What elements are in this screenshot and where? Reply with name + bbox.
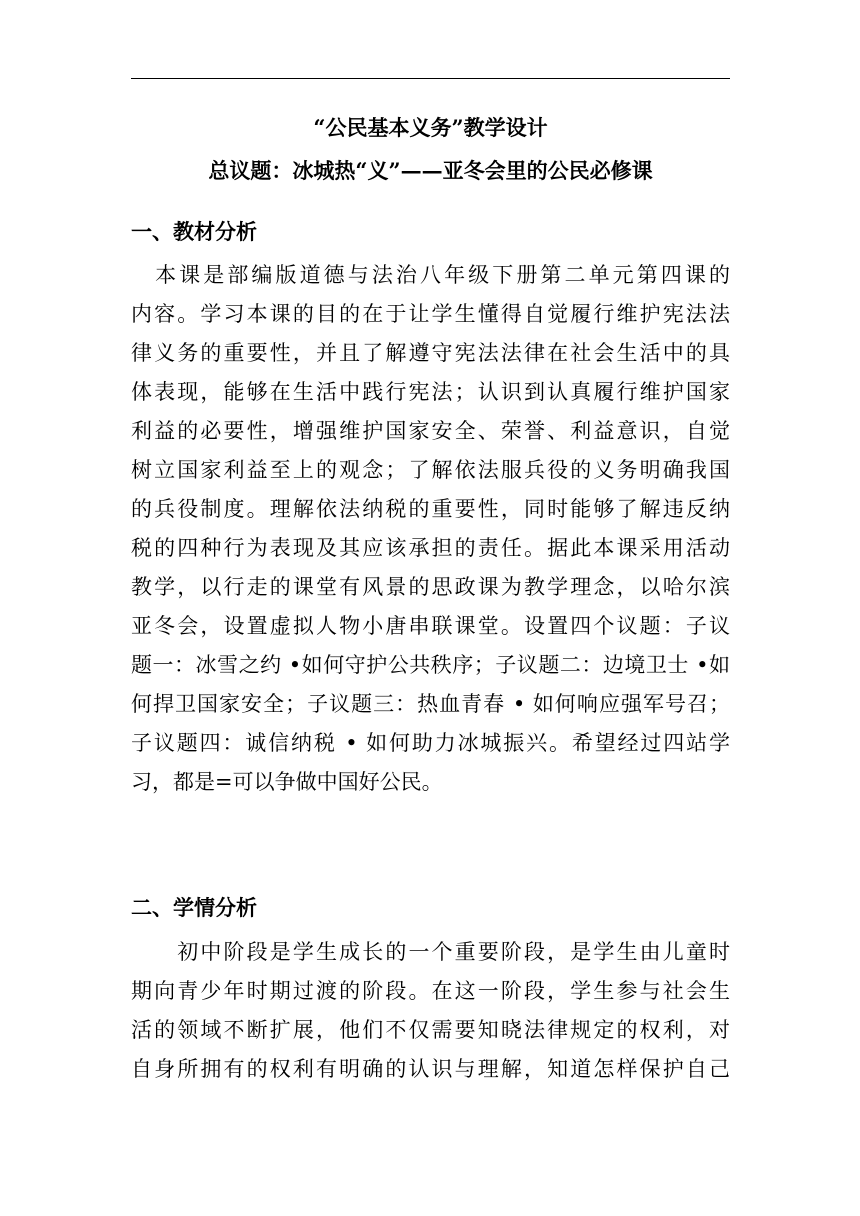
paragraph-line: 的兵役制度。理解依法纳税的重要性，同时能够了解违反纳: [131, 497, 730, 521]
section-heading-textbook-analysis: 一、教材分析: [131, 219, 257, 244]
paragraph-line: 初中阶段是学生成长的一个重要阶段，是学生由儿童时: [131, 940, 730, 964]
paragraph-line: 期向青少年时期过渡的阶段。在这一阶段，学生参与社会生: [131, 979, 730, 1003]
paragraph-line: 自身所拥有的权利有明确的认识与理解，知道怎样保护自己: [131, 1057, 730, 1081]
paragraph-line: 习，都是=可以争做中国好公民。: [131, 770, 443, 794]
paragraph-line: 税的四种行为表现及其应该承担的责任。据此本课采用活动: [131, 536, 730, 560]
paragraph-line: 亚冬会，设置虚拟人物小唐串联课堂。设置四个议题：子议: [131, 614, 730, 638]
paragraph-line: 何捍卫国家安全；子议题三：热血青春 • 如何响应强军号召；: [131, 692, 730, 716]
paragraph-line: 树立国家利益至上的观念；了解依法服兵役的义务明确我国: [131, 458, 730, 482]
paragraph-line: 利益的必要性，增强维护国家安全、荣誉、利益意识，自觉: [131, 419, 730, 443]
section-body-student-analysis: [131, 933, 730, 1089]
section-body-textbook-analysis: [131, 256, 730, 802]
document-title: “公民基本义务”教学设计: [313, 115, 548, 140]
paragraph-line: 内容。学习本课的目的在于让学生懂得自觉履行维护宪法法: [131, 302, 730, 326]
document-subtitle: 总议题：冰城热“义”——亚冬会里的公民必修课: [208, 158, 653, 183]
header-rule: [131, 78, 730, 79]
paragraph-line: 教学，以行走的课堂有风景的思政课为教学理念，以哈尔滨: [131, 575, 730, 599]
paragraph-line: 题一：冰雪之约 •如何守护公共秩序；子议题二：边境卫士 •如: [131, 653, 730, 677]
paragraph-line: 本课是部编版道德与法治八年级下册第二单元第四课的: [131, 263, 730, 287]
paragraph-line: 律义务的重要性，并且了解遵守宪法法律在社会生活中的具: [131, 341, 730, 365]
paragraph-line: 体表现，能够在生活中践行宪法；认识到认真履行维护国家: [131, 380, 730, 404]
paragraph-line: 子议题四：诚信纳税 • 如何助力冰城振兴。希望经过四站学: [131, 731, 730, 755]
paragraph-line: 活的领域不断扩展，他们不仅需要知晓法律规定的权利，对: [131, 1018, 730, 1042]
section-heading-student-analysis: 二、学情分析: [131, 895, 257, 920]
